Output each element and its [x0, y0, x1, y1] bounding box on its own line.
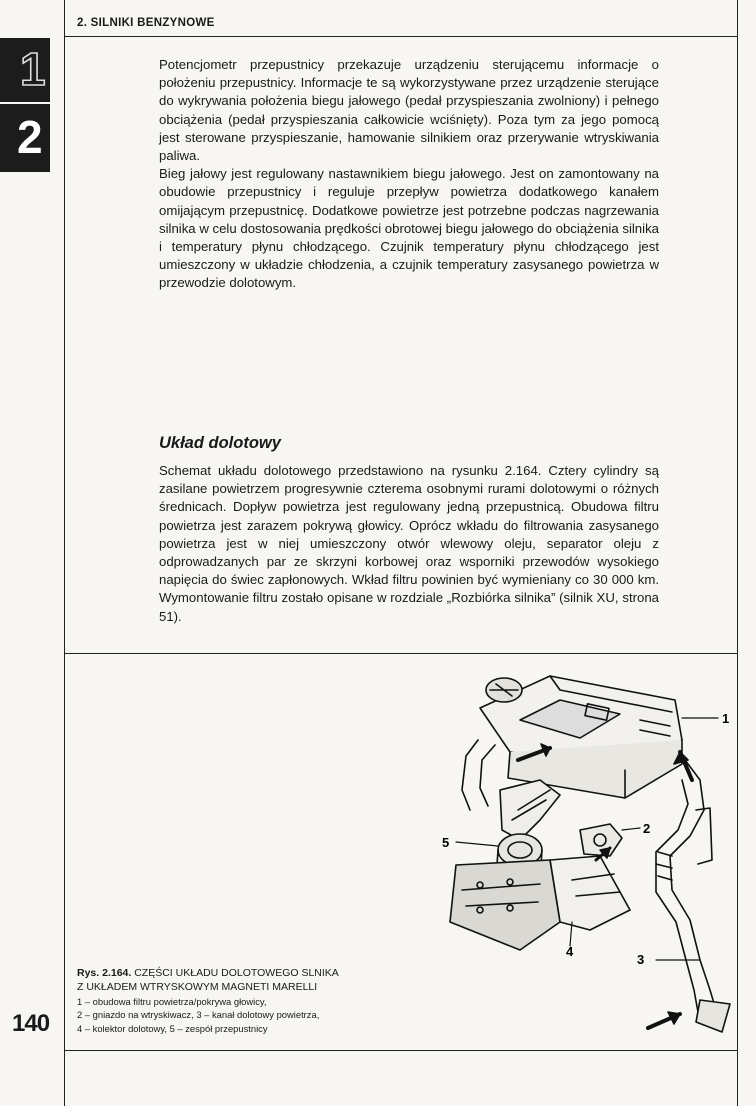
page-frame-left [64, 0, 65, 1106]
intake-manifold-drawing [450, 856, 630, 950]
caption-legend-line3: 4 – kolektor dolotowy, 5 – zespół przepustnicy [77, 1023, 268, 1035]
chapter-tab-1-number: 1 [20, 43, 46, 95]
paragraph: Schemat układu dolotowego przedstawiono na rysunku 2.164. Cztery cylindry są zasilane powietrzem progresywnie czterema osobnymi rurami dolotowymi o różnych średnicach. Dopływ powietrza jest regulowany jedną przepustnicą. Obudowa filtru powietrza jest zarazem pokrywą głowicy. Oprócz wkładu do filtrowania zasysanego powietrza jest w niej umieszczony otwór wlewowy oleju, separator oleju z odprowadzanych par ze skrzyni korbowej oraz wsporniki przewodów wysokiego napięcia do świec zapłonowych. Wkład filtru powinien być wymieniany co 30 000 km. Wymontowanie filtru zostało opisane w rozdziale „Rozbiórka silnika” (silnik XU, strona 51). [159, 463, 659, 624]
footer-rule [64, 1050, 738, 1051]
figure-label-2: 2 [643, 821, 651, 836]
air-intake-channel-drawing [656, 756, 730, 1032]
intro-text [159, 56, 659, 293]
header-rule [64, 36, 738, 37]
page-number: 140 [12, 1010, 50, 1037]
air-filter-housing-drawing [480, 676, 682, 798]
paragraph: Potencjometr przepustnicy przekazuje urządzeniu sterującemu informacje o położeniu przepustnicy. Informacje te są wykorzystywane przez urządzenie sterujące do wykrywania położenia biegu jałowego (pedał przyspieszania zwolniony) i pełnego obciążenia (pedał przyspieszania całkowicie wciśnięty). Poza tym za jego pomocą jest sterowane przyspieszanie, hamowanie silnikiem oraz przerywanie wtryskiwania paliwa. [159, 57, 659, 164]
caption-legend-line1: 1 – obudowa filtru powietrza/pokrywa głowicy, [77, 995, 267, 1007]
paragraph: Bieg jałowy jest regulowany nastawnikiem biegu jałowego. Jest on zamontowany na obudowie przepustnicy i reguluje przepływ powietrza dodatkowego kanałem omijającym przepustnicę. Dodatkowe powietrze jest potrzebne podczas nagrzewania silnika w celu dostosowania prędkości obrotowej biegu jałowego do obciążenia silnika i temperatury płynu chłodzącego. Czujnik temperatury płynu chłodzącego jest umieszczony w układzie chłodzenia, a czujnik temperatury zasysanego powietrza w przewodzie dolotowym. [159, 166, 659, 291]
figure-label-5: 5 [442, 835, 450, 850]
figure-label-1: 1 [722, 711, 730, 726]
caption-title-line1: Rys. 2.164. CZĘŚCI UKŁADU DOLOTOWEGO SLNIKA [77, 967, 339, 979]
chapter-tab-2-number: 2 [17, 111, 43, 163]
chapter-tab-2 [0, 104, 50, 172]
figure-top-rule [64, 653, 738, 654]
intake-text [159, 462, 659, 626]
subheading: Układ dolotowy [159, 434, 281, 452]
caption-legend-line2: 2 – gniazdo na wtryskiwacz, 3 – kanał dolotowy powietrza, [77, 1009, 320, 1021]
figure-label-3: 3 [637, 952, 645, 967]
figure-caption [77, 967, 397, 1036]
caption-number: Rys. 2.164. [77, 967, 132, 979]
section-header: 2. SILNIKI BENZYNOWE [77, 17, 215, 29]
chapter-tab-1 [0, 38, 50, 102]
figure-label-4: 4 [566, 944, 574, 959]
figure-2-164 [400, 660, 738, 1045]
caption-title-line2: Z UKŁADEM WTRYSKOWYM MAGNETI MARELLI [77, 980, 318, 993]
